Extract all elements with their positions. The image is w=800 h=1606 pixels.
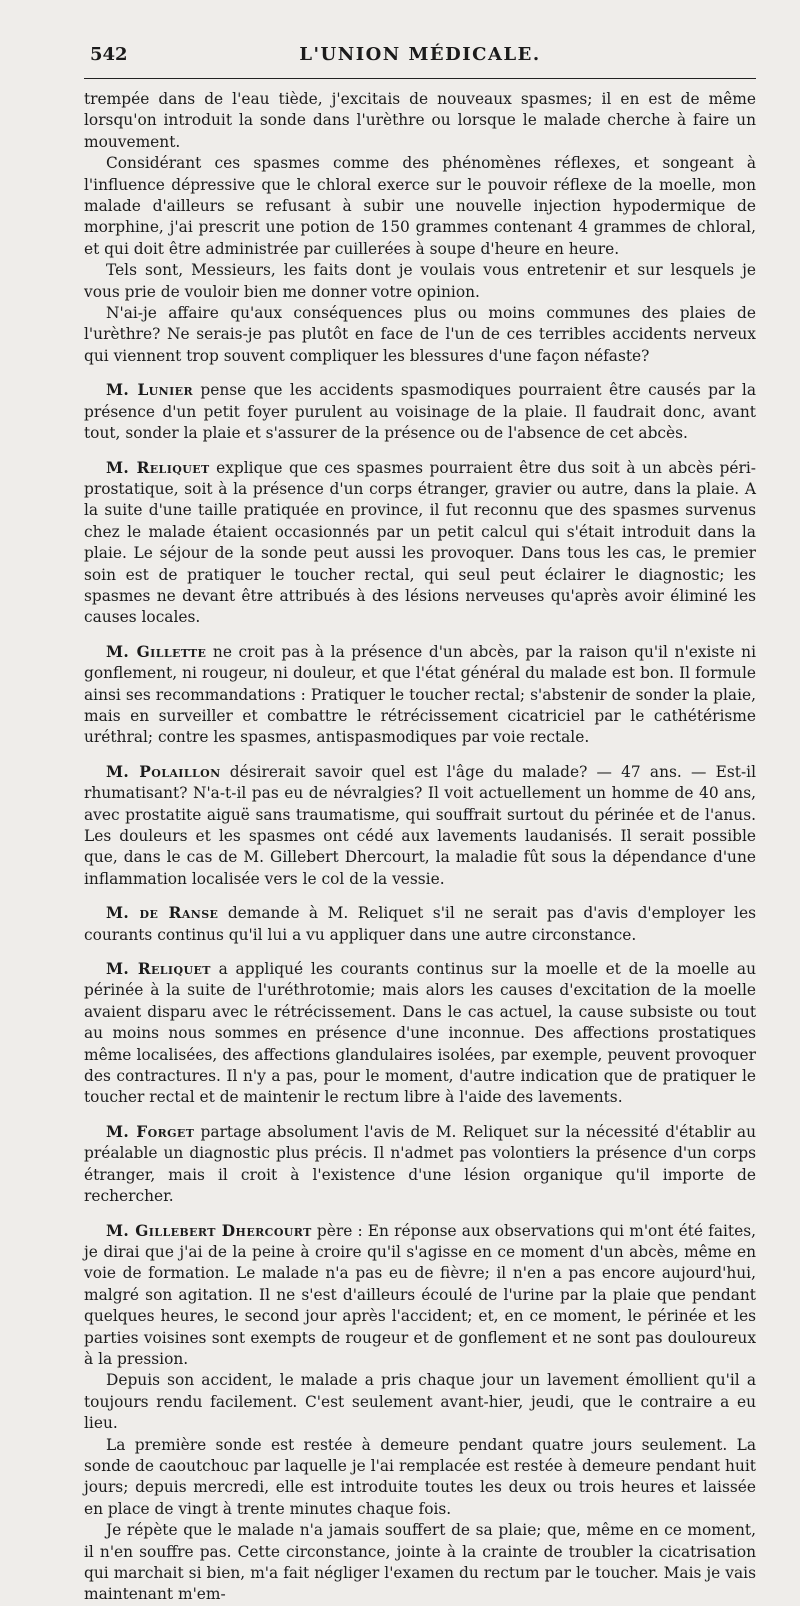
paragraph: M. de Ranse demande à M. Reliquet s'il ne serait pas d'avis d'employer les courants continus qu'il lui a vu appliquer dans une autre circonstance. <box>84 904 756 944</box>
speaker-name: M. Reliquet <box>106 458 210 477</box>
speaker-name: M. Lunier <box>106 381 193 400</box>
paragraph: M. Lunier pense que les accidents spasmodiques pourraient être causés par la présence d'un petit foyer purulent au voisinage de la plaie. Il faudrait donc, avant tout, sonder la plaie et s'assurer de la présence ou de l'absence de cet abcès. <box>84 381 756 443</box>
page-number: 542 <box>90 44 128 65</box>
paragraph: M. Reliquet explique que ces spasmes pourraient être dus soit à un abcès péri-prostatique, soit à la présence d'un corps étranger, gravier ou autre, dans la plaie. A la suite d'une taille pratiquée en province, il fut reconnu que des spasmes survenus chez le malade étaient occasionnés par un petit calcul qui s'était introduit dans la plaie. Le séjour de la sonde peut aussi les provoquer. Dans tous les cas, le premier soin est de pratiquer le toucher rectal, qui seul peut éclairer le diagnostic; les spasmes ne devant être attribués à des lésions nerveuses qu'après avoir éliminé les causes locales. <box>84 458 757 627</box>
paragraph: M. Reliquet a appliqué les courants continus sur la moelle et de la moelle au périnée à la suite de l'uréthrotomie; mais alors les causes d'excitation de la moelle avaient disparu avec le rétrécissement. Dans le cas actuel, la cause subsiste ou tout au moins nous sommes en présence d'une inconnue. Des affections prostatiques même localisées, des affections glandulaires isolées, par exemple, peuvent provoquer des contractures. Il n'y a pas, pour le moment, d'autre indication que de pratiquer le toucher rectal et de maintenir le rectum libre à l'aide des lavements. <box>84 960 756 1107</box>
speaker-name: M. Reliquet <box>106 960 211 979</box>
speaker-name: M. Forget <box>106 1122 195 1141</box>
page-header <box>84 40 756 79</box>
paragraph: M. Forget partage absolument l'avis de M. Reliquet sur la nécessité d'établir au préalable un diagnostic plus précis. Il n'admet pas volontiers la présence d'un corps étranger, mais il croit à l'existence d'une lésion organique qu'il importe de rechercher. <box>84 1122 756 1206</box>
paragraph: Depuis son accident, le malade a pris chaque jour un lavement émollient qu'il a toujours rendu facilement. C'est seulement avant-hier, jeudi, que le contraire a eu lieu. <box>84 1371 756 1433</box>
speaker-name: M. Gillebert Dhercourt <box>106 1221 312 1240</box>
paragraph: Tels sont, Messieurs, les faits dont je voulais vous entretenir et sur lesquels je vous prie de vouloir bien me donner votre opinion. <box>84 261 756 301</box>
paragraph: Considérant ces spasmes comme des phénomènes réflexes, et songeant à l'influence dépressive que le chloral exerce sur le pouvoir réflexe de la moelle, mon malade d'ailleurs se refusant à subir une nouvelle injection hypodermique de morphine, j'ai prescrit une potion de 150 grammes contenant 4 grammes de chloral, et qui doit être administrée par cuillerées à soupe d'heure en heure. <box>84 154 756 258</box>
paragraph: N'ai-je affaire qu'aux conséquences plus ou moins communes des plaies de l'urèthre? Ne serais-je pas plutôt en face de l'un de ces terribles accidents nerveux qui viennent trop souvent compliquer les blessures d'une façon néfaste? <box>84 304 756 365</box>
body-text <box>84 89 756 1606</box>
paragraph: Je répète que le malade n'a jamais souffert de sa plaie; que, même en ce moment, il n'en souffre pas. Cette circonstance, jointe à la crainte de troubler la cicatrisation qui marchait si bien, m'a fait négliger l'examen du rectum par le toucher. Mais je vais maintenant m'em- <box>84 1521 756 1604</box>
speaker-name: M. Polaillon <box>106 762 221 781</box>
speaker-name: M. Gillette <box>106 642 207 661</box>
paragraph: M. Gillette ne croit pas à la présence d'un abcès, par la raison qu'il n'existe ni gonflement, ni rougeur, ni douleur, et que l'état général du malade est bon. Il formule ainsi ses recommandations : Pratiquer le toucher rectal; s'abstenir de sonder la plaie, mais en surveiller et combattre le rétrécissement cicatriciel par le cathétérisme uréthral; contre les spasmes, antispasmodiques par voie rectale. <box>84 642 756 747</box>
speaker-name: M. de Ranse <box>106 904 219 923</box>
paragraph: trempée dans de l'eau tiède, j'excitais de nouveaux spasmes; il en est de même lorsqu'on introduit la sonde dans l'urèthre ou lorsque le malade cherche à faire un mouvement. <box>84 90 756 151</box>
paragraph: M. Gillebert Dhercourt père : En réponse aux observations qui m'ont été faites, je dirai que j'ai de la peine à croire qu'il s'agisse en ce moment d'un abcès, même en voie de formation. Le malade n'a pas eu de fièvre; il n'en a pas encore aujourd'hui, malgré son agitation. Il ne s'est d'ailleurs écoulé de l'urine par la plaie que pendant quelques heures, le second jour après l'accident; et, en ce moment, le périnée et les parties voisines sont exempts de rougeur et de gonflement et ne sont pas douloureux à la pression. <box>84 1221 757 1368</box>
paragraph: La première sonde est restée à demeure pendant quatre jours seulement. La sonde de caoutchouc par laquelle je l'ai remplacée est restée à demeure pendant huit jours; depuis mercredi, elle est introduite toutes les deux ou trois heures et laissée en place de vingt à trente minutes chaque fois. <box>84 1435 756 1518</box>
journal-title: L'UNION MÉDICALE. <box>299 44 541 65</box>
paragraph: M. Polaillon désirerait savoir quel est l'âge du malade? — 47 ans. — Est-il rhumatisant? N'a-t-il pas eu de névralgies? Il voit actuellement un homme de 40 ans, avec prostatite aiguë sans traumatisme, qui souffrait surtout du périnée et de l'anus. Les douleurs et les spasmes ont cédé aux lavements laudanisés. Il serait possible que, dans le cas de M. Gillebert Dhercourt, la maladie fût sous la dépendance d'une inflammation localisée vers le col de la vessie. <box>84 762 756 888</box>
